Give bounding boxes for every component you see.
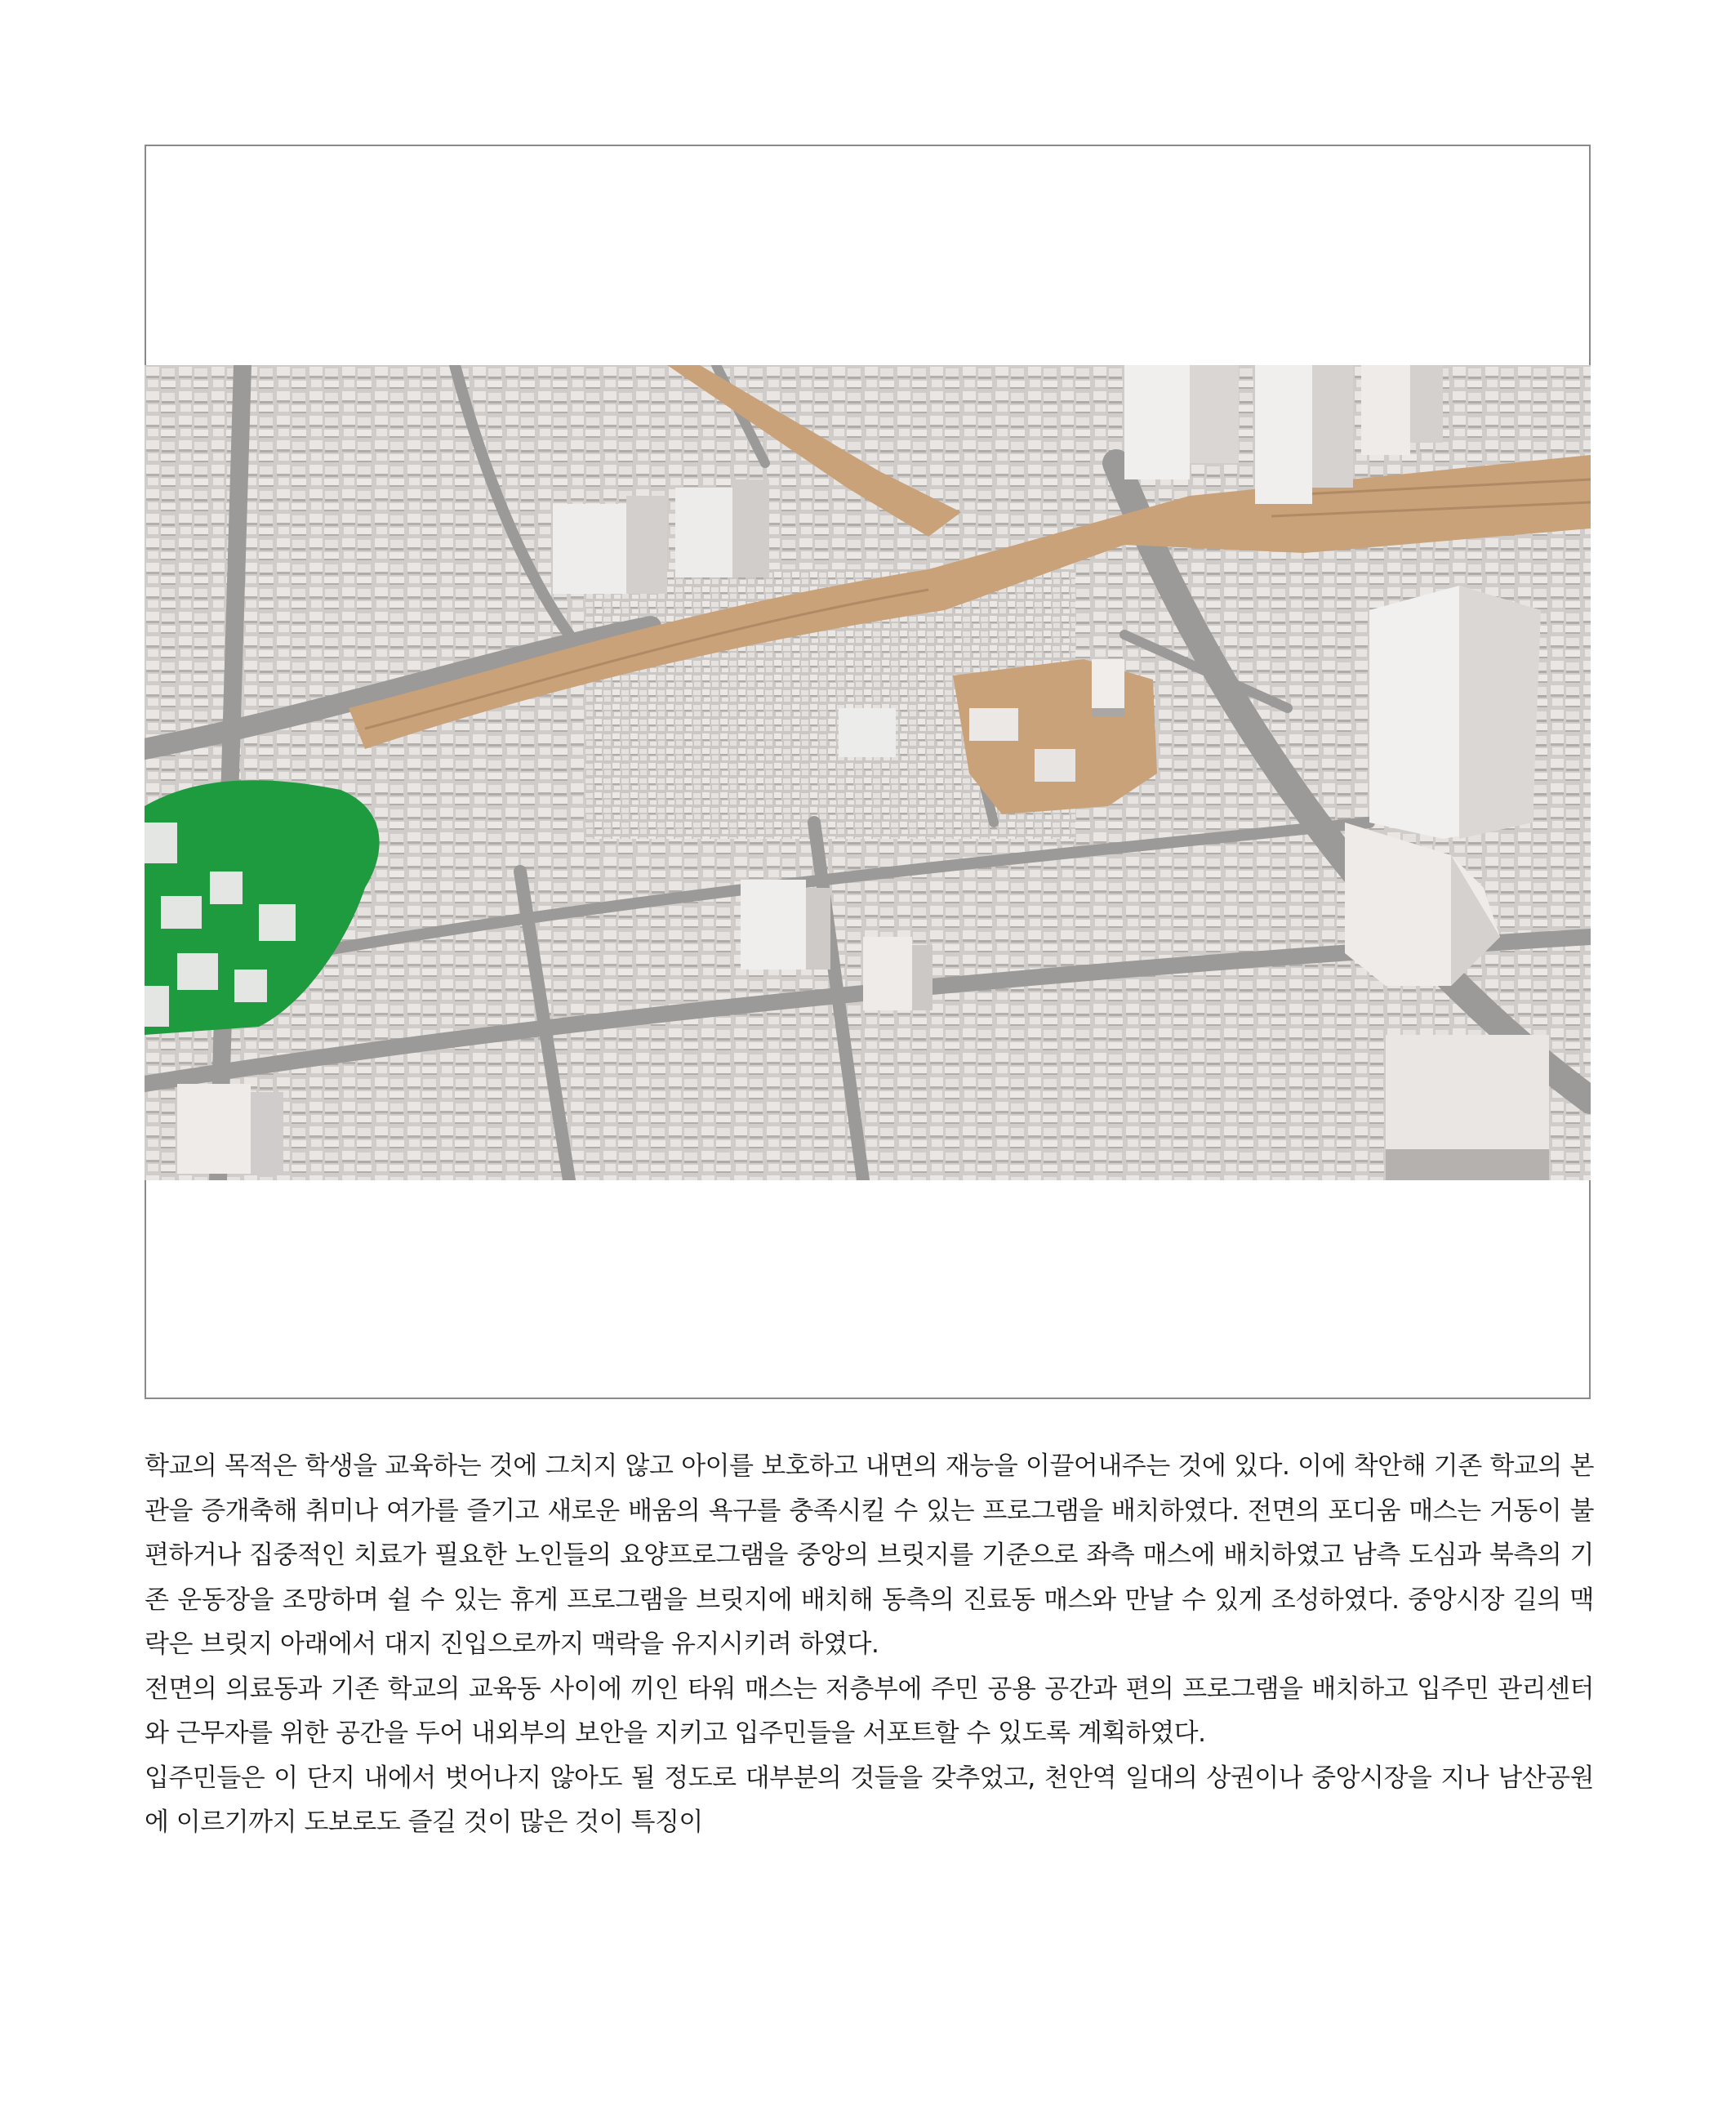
paragraph-1: 학교의 목적은 학생을 교육하는 것에 그치지 않고 아이를 보호하고 내면의 재능을 이끌어내주는 것에 있다. 이에 착안해 기존 학교의 본관을 증개축해 취미나 여가를 즐기고 새로운 배움의 욕구를 충족시킬 수 있는 프로그램을 배치하였다. 전면의 포디움 매스는 거동이 불편하거나 집중적인 치료가 필요한 노인들의 요양프로그램을 중앙의 브릿지를 기준으로 좌측 매스에 배치하였고 남측 도심과 북측의 기존 운동장을 조망하며 쉴 수 있는 휴게 프로그램을 브릿지에 배치해 동측의 진료동 매스와 만날 수 있게 조성하였다. 중앙시장 길의 맥락은 브릿지 아래에서 대지 진입으로까지 맥락을 유지시키려 하였다. bbox=[145, 1451, 1594, 1659]
aerial-massing-image bbox=[145, 365, 1591, 1180]
description-text bbox=[145, 1444, 1594, 1845]
paragraph-3: 입주민들은 이 단지 내에서 벗어나지 않아도 될 정도로 대부분의 것들을 갖추었고, 천안역 일대의 상권이나 중앙시장을 지나 남산공원에 이르기까지 도보로도 즐길 것이 많은 것이 특징이 bbox=[145, 1763, 1594, 1837]
site-massing-render bbox=[145, 365, 1591, 1180]
paragraph-2: 전면의 의료동과 기존 학교의 교육동 사이에 끼인 타워 매스는 저층부에 주민 공용 공간과 편의 프로그램을 배치하고 입주민 관리센터와 근무자를 위한 공간을 두어 내외부의 보안을 지키고 입주민들을 서포트할 수 있도록 계획하였다. bbox=[145, 1674, 1594, 1748]
